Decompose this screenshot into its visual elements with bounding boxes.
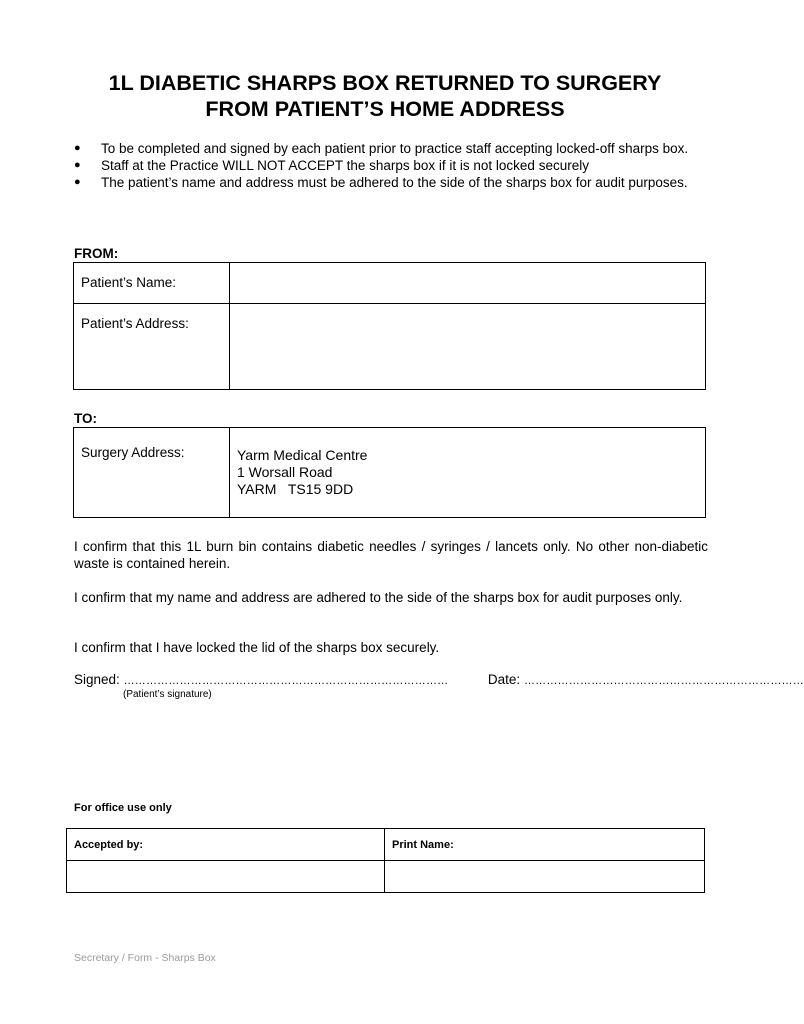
patient-address-label-cell bbox=[74, 304, 230, 390]
patient-name-label: Patient’s Name: bbox=[81, 275, 177, 290]
print-name-label: Print Name: bbox=[392, 839, 454, 851]
patient-address-field[interactable] bbox=[230, 304, 706, 390]
surgery-address-label-cell bbox=[74, 428, 230, 518]
signature-row bbox=[74, 672, 804, 687]
date-label: Date: bbox=[487, 672, 521, 687]
patient-address-label: Patient’s Address: bbox=[81, 316, 189, 331]
patient-name-field[interactable] bbox=[230, 263, 706, 304]
to-table bbox=[73, 427, 706, 518]
instruction-item bbox=[74, 157, 708, 174]
footer-text: Secretary / Form - Sharps Box bbox=[74, 952, 216, 964]
office-use-label: For office use only bbox=[74, 802, 172, 814]
bullet-icon: ● bbox=[74, 142, 81, 154]
instruction-list bbox=[74, 140, 708, 191]
instruction-text: To be completed and signed by each patient prior to practice staff accepting locked-off sharps box. bbox=[101, 141, 689, 156]
signature-note: (Patient’s signature) bbox=[123, 689, 212, 700]
confirmation-statement: I confirm that I have locked the lid of the sharps box securely. bbox=[74, 640, 440, 655]
from-table bbox=[73, 262, 706, 390]
office-table bbox=[66, 828, 705, 893]
surgery-address-line: 1 Worsall Road bbox=[237, 464, 333, 480]
print-name-label-cell bbox=[385, 829, 705, 861]
patient-name-label-cell bbox=[74, 263, 230, 304]
accepted-by-label: Accepted by: bbox=[74, 839, 144, 851]
title-line-1: 1L DIABETIC SHARPS BOX RETURNED TO SURGERY bbox=[108, 71, 662, 95]
accepted-by-field[interactable] bbox=[67, 861, 385, 893]
instruction-text: The patient’s name and address must be adhered to the side of the sharps box for audit purposes. bbox=[101, 175, 688, 190]
surgery-address-line: YARM TS15 9DD bbox=[237, 481, 354, 497]
instruction-item bbox=[74, 174, 708, 191]
signed-label: Signed: bbox=[74, 672, 120, 687]
surgery-address-label: Surgery Address: bbox=[81, 445, 185, 460]
instruction-text: Staff at the Practice WILL NOT ACCEPT the sharps box if it is not locked securely bbox=[101, 158, 589, 173]
surgery-address bbox=[230, 428, 705, 498]
surgery-address-line: Yarm Medical Centre bbox=[237, 447, 368, 463]
date-line[interactable]: ………………………………………………………………… bbox=[523, 675, 804, 687]
print-name-field[interactable] bbox=[385, 861, 705, 893]
surgery-address-cell bbox=[230, 428, 706, 518]
form-title bbox=[60, 70, 710, 122]
instruction-item bbox=[74, 140, 708, 157]
to-label: TO: bbox=[74, 411, 97, 426]
title-line-2: FROM PATIENT’S HOME ADDRESS bbox=[205, 97, 565, 121]
confirmation-statement: I confirm that my name and address are adhered to the side of the sharps box for audit purposes only. bbox=[74, 590, 683, 605]
bullet-icon: ● bbox=[74, 176, 81, 188]
from-label: FROM: bbox=[74, 246, 119, 261]
accepted-by-label-cell bbox=[67, 829, 385, 861]
signature-line[interactable]: …………………………………………………………………………… bbox=[123, 675, 449, 687]
bullet-icon: ● bbox=[74, 159, 81, 171]
confirmation-statement: I confirm that this 1L burn bin contains diabetic needles / syringes / lancets only. No other non-diabetic waste is contained herein. bbox=[74, 539, 708, 571]
